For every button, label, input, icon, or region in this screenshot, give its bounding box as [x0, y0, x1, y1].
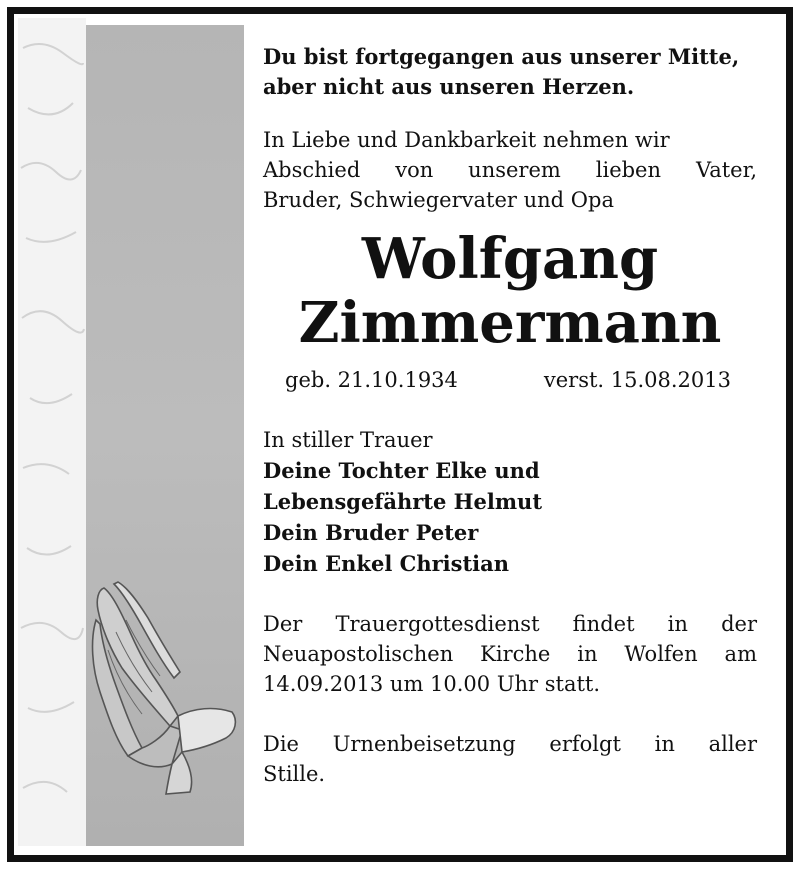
intro-line: Du bist fortgegangen aus unserer Mitte, [263, 44, 740, 69]
service-line: Neuapostolischen Kirche in Wolfen am [263, 642, 757, 666]
intro-verse [263, 42, 757, 102]
burial-paragraph [263, 729, 757, 789]
notice-text-column [263, 42, 757, 789]
deceased-name [263, 227, 757, 355]
service-line: Der Trauergottesdienst findet in der [263, 612, 757, 636]
decorative-marble-strip [18, 18, 86, 846]
mourner: Dein Enkel Christian [263, 551, 510, 576]
mourner: Lebensgefährte Helmut [263, 489, 543, 514]
praying-hands-icon [86, 580, 246, 800]
birth-date: geb. 21.10.1934 [285, 368, 458, 392]
service-line: 14.09.2013 um 10.00 Uhr statt. [263, 672, 601, 696]
death-date: verst. 15.08.2013 [543, 368, 731, 392]
mourning-label: In stiller Trauer [263, 428, 433, 452]
last-name: Zimmermann [298, 290, 722, 356]
farewell-line: In Liebe und Dankbarkeit nehmen wir [263, 128, 670, 152]
burial-line: Die Urnenbeisetzung erfolgt in aller [263, 732, 757, 756]
mourner: Dein Bruder Peter [263, 520, 479, 545]
farewell-line: Bruder, Schwiegervater und Opa [263, 188, 614, 212]
mourner: Deine Tochter Elke und [263, 458, 540, 483]
service-paragraph [263, 609, 757, 699]
marble-texture-icon [18, 18, 86, 846]
mourners-list [263, 455, 757, 579]
farewell-paragraph [263, 125, 757, 215]
farewell-line: Abschied von unserem lieben Vater, [263, 158, 757, 182]
first-name: Wolfgang [361, 226, 659, 292]
intro-line: aber nicht aus unseren Herzen. [263, 74, 635, 99]
burial-line: Stille. [263, 762, 326, 786]
life-dates [285, 365, 731, 395]
